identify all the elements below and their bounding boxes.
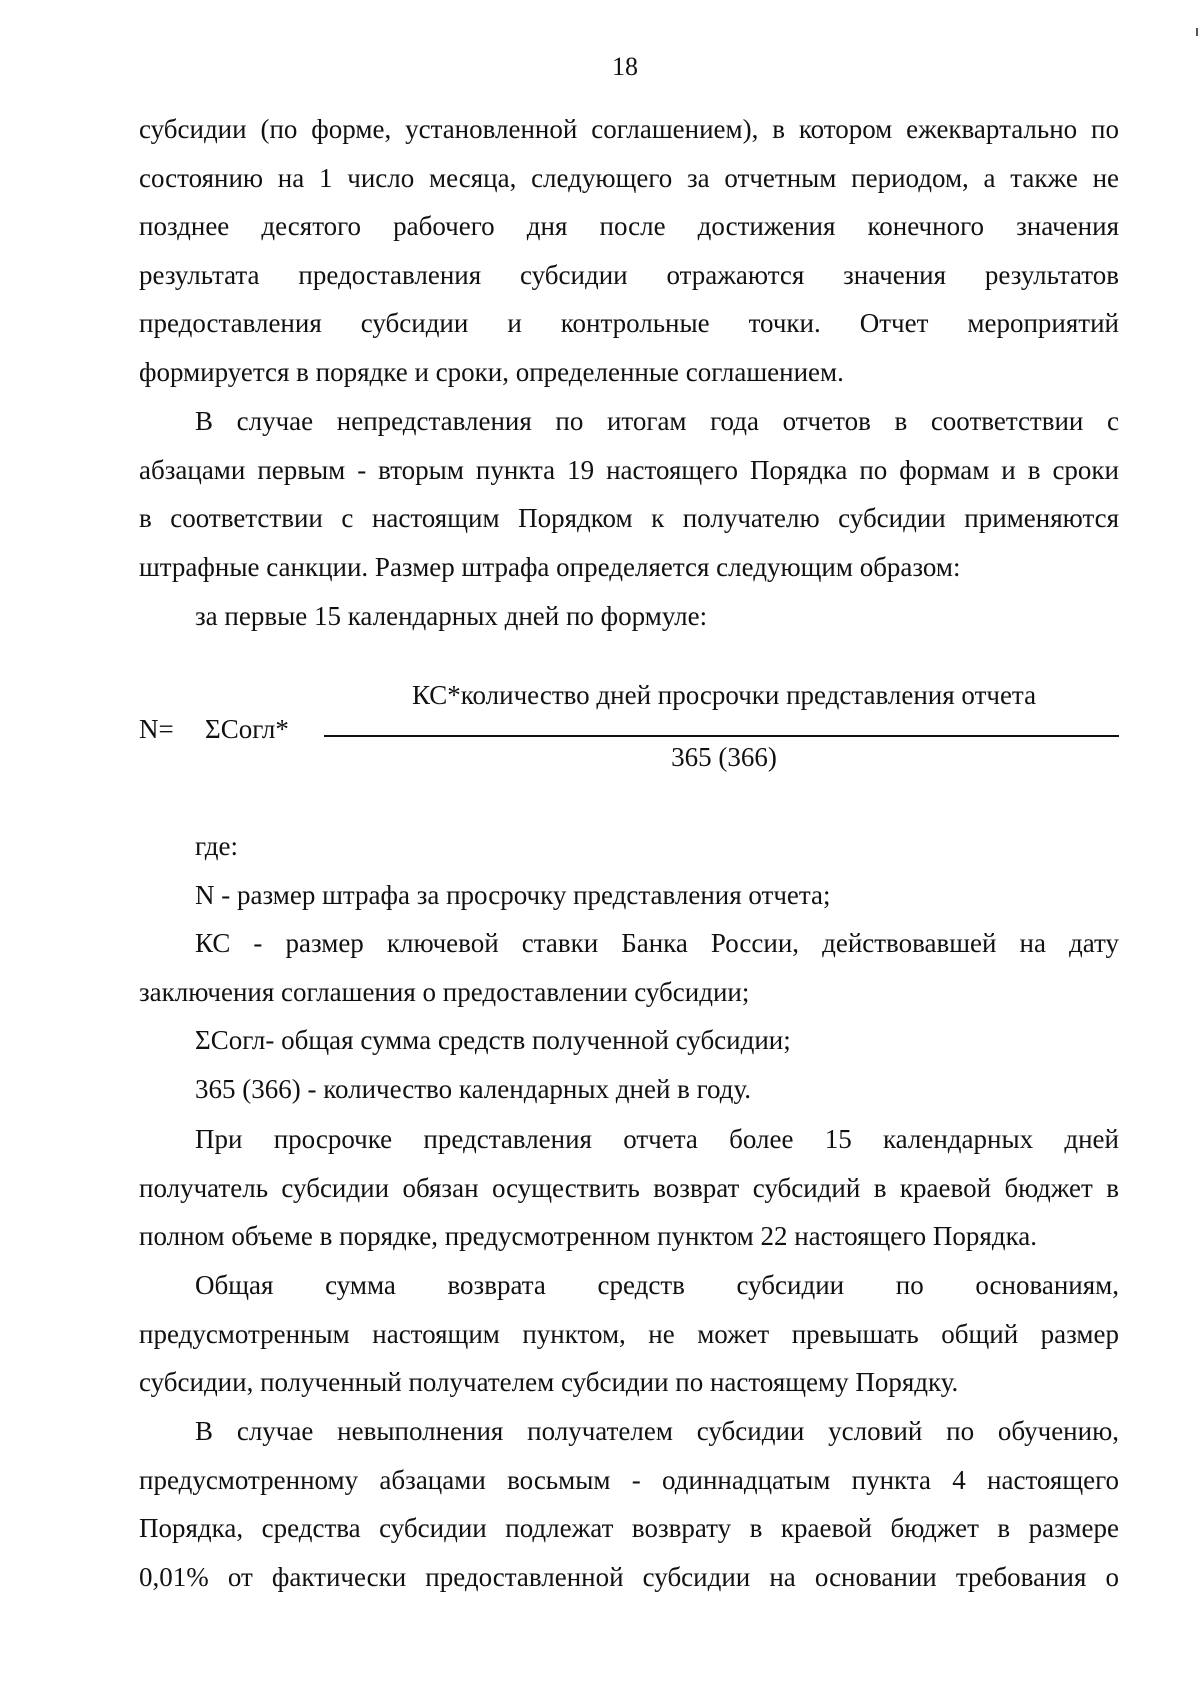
formula-intro — [139, 592, 1119, 641]
text-line: состоянию на 1 число месяца, следующего за отчетным периодом, а также не — [139, 162, 1119, 193]
text-line: В случае непредставления по итогам года отчетов в соответствии с — [195, 406, 1119, 436]
definition-ks-line: заключения соглашения о предоставлении субсидии; — [139, 976, 750, 1007]
formula-intro-text: за первые 15 календарных дней по формуле: — [195, 601, 708, 631]
fraction-bar — [324, 735, 1119, 737]
text-line: формируется в порядке и сроки, определенные соглашением. — [139, 356, 844, 387]
text-line: результата предоставления субсидии отражаются значения результатов — [139, 259, 1119, 290]
formula-lhs: N= — [139, 714, 174, 744]
text-line: Порядка, средства субсидии подлежат возврату в краевой бюджет в размере — [139, 1513, 1119, 1544]
penalty-formula — [139, 680, 1119, 800]
definitions — [139, 822, 1119, 1114]
paragraph-continuation — [139, 105, 1119, 397]
text-line: 0,01% от фактически предоставленной субсидии на основании требования о — [139, 1561, 1119, 1592]
formula-denominator: 365 (366) — [671, 742, 777, 772]
paragraph-training — [139, 1407, 1119, 1601]
text-line: В случае невыполнения получателем субсидии условий по обучению, — [195, 1416, 1119, 1446]
text-line: в соответствии с настоящим Порядком к получателю субсидии применяются — [139, 503, 1119, 534]
definition-days: 365 (366) - количество календарных дней в году. — [195, 1073, 752, 1104]
text-line: предусмотренным настоящим пунктом, не может превышать общий размер — [139, 1318, 1119, 1349]
formula-numerator: КС*количество дней просрочки представления отчета — [411, 680, 1037, 710]
text-line: штрафные санкции. Размер штрафа определяется следующим образом: — [139, 551, 961, 582]
paragraph-penalties — [139, 397, 1119, 591]
definition-n: N - размер штрафа за просрочку представления отчета; — [195, 879, 831, 910]
text-line: позднее десятого рабочего дня после достижения конечного значения — [139, 211, 1119, 242]
text-line: абзацами первым - вторым пункта 19 настоящего Порядка по формам и в сроки — [139, 454, 1119, 485]
formula-sum-term: ΣСогл* — [205, 714, 289, 744]
where-label: где: — [195, 831, 238, 861]
text-line: предусмотренному абзацами восьмым - одиннадцатым пункта 4 настоящего — [139, 1464, 1119, 1495]
text-line: полном объеме в порядке, предусмотренном пунктом 22 настоящего Порядка. — [139, 1221, 1038, 1252]
scan-edge-mark — [1196, 28, 1198, 36]
definition-ks-line: КС - размер ключевой ставки Банка России, действовавшей на дату — [195, 928, 1119, 959]
text-line: субсидии (по форме, установленной соглашением), в котором ежеквартально по — [139, 114, 1119, 144]
text-line: Общая сумма возврата средств субсидии по основаниям, — [195, 1270, 1119, 1300]
paragraph-delay — [139, 1115, 1119, 1261]
definition-sum: ΣСогл- общая сумма средств полученной субсидии; — [195, 1025, 791, 1056]
paragraph-total-return — [139, 1261, 1119, 1407]
text-line: При просрочке представления отчета более 15 календарных дней — [195, 1124, 1119, 1154]
page-number: 18 — [612, 52, 638, 81]
text-line: получатель субсидии обязан осуществить возврат субсидий в краевой бюджет в — [139, 1172, 1119, 1203]
text-line: предоставления субсидии и контрольные точки. Отчет мероприятий — [139, 308, 1119, 339]
text-line: субсидии, полученный получателем субсидии по настоящему Порядку. — [139, 1367, 959, 1398]
